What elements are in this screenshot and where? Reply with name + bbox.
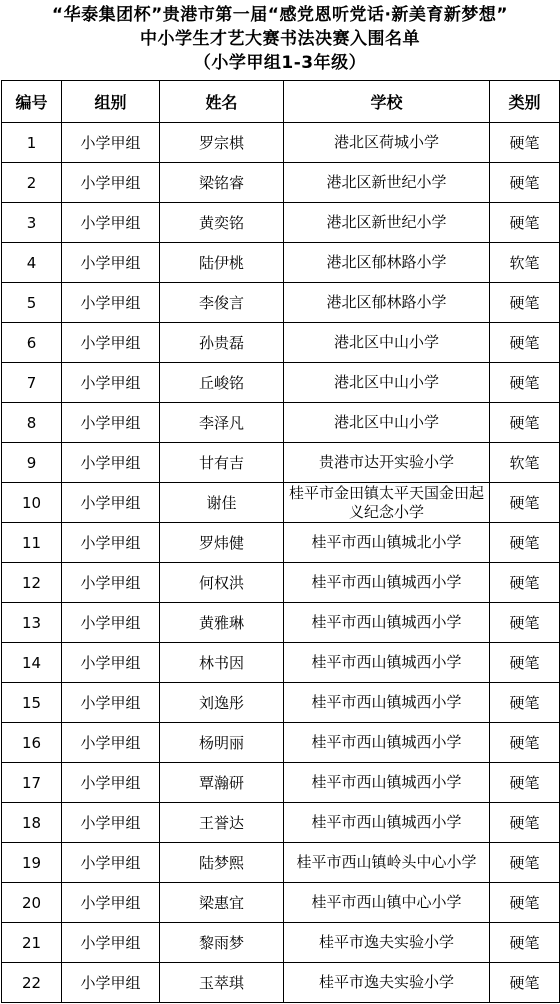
table-row — [2, 523, 560, 563]
cell-name: 杨明丽 — [160, 723, 284, 763]
header-school: 学校 — [284, 81, 490, 123]
cell-number: 21 — [2, 923, 62, 963]
table-row — [2, 803, 560, 843]
cell-school: 桂平市西山镇城西小学 — [284, 723, 490, 763]
cell-number: 6 — [2, 323, 62, 363]
cell-number: 20 — [2, 883, 62, 923]
cell-number: 14 — [2, 643, 62, 683]
cell-category: 硬笔 — [490, 163, 560, 203]
cell-category: 硬笔 — [490, 723, 560, 763]
finalist-table — [1, 80, 560, 1003]
cell-number: 16 — [2, 723, 62, 763]
table-row — [2, 603, 560, 643]
cell-group: 小学甲组 — [62, 763, 160, 803]
cell-name: 陆伊桃 — [160, 243, 284, 283]
table-row — [2, 363, 560, 403]
cell-number: 18 — [2, 803, 62, 843]
cell-number: 3 — [2, 203, 62, 243]
cell-school: 港北区新世纪小学 — [284, 163, 490, 203]
table-row — [2, 203, 560, 243]
cell-category: 软笔 — [490, 443, 560, 483]
cell-category: 硬笔 — [490, 123, 560, 163]
table-row — [2, 883, 560, 923]
cell-group: 小学甲组 — [62, 723, 160, 763]
cell-name: 林书因 — [160, 643, 284, 683]
cell-name: 王誉达 — [160, 803, 284, 843]
cell-school: 港北区郁林路小学 — [284, 283, 490, 323]
cell-category: 硬笔 — [490, 803, 560, 843]
cell-category: 硬笔 — [490, 603, 560, 643]
cell-group: 小学甲组 — [62, 803, 160, 843]
title-line-2: 中小学生才艺大赛书法决赛入围名单 — [140, 29, 420, 49]
cell-number: 13 — [2, 603, 62, 643]
cell-category: 硬笔 — [490, 483, 560, 523]
cell-category: 硬笔 — [490, 683, 560, 723]
cell-school: 桂平市西山镇城西小学 — [284, 763, 490, 803]
table-row — [2, 923, 560, 963]
cell-number: 4 — [2, 243, 62, 283]
cell-school: 桂平市金田镇太平天国金田起义纪念小学 — [284, 483, 490, 523]
cell-school: 桂平市西山镇岭头中心小学 — [284, 843, 490, 883]
table-row — [2, 243, 560, 283]
cell-school: 港北区郁林路小学 — [284, 243, 490, 283]
cell-group: 小学甲组 — [62, 403, 160, 443]
cell-number: 9 — [2, 443, 62, 483]
cell-group: 小学甲组 — [62, 323, 160, 363]
cell-school: 桂平市逸夫实验小学 — [284, 923, 490, 963]
cell-category: 硬笔 — [490, 843, 560, 883]
cell-category: 硬笔 — [490, 403, 560, 443]
cell-category: 软笔 — [490, 243, 560, 283]
cell-group: 小学甲组 — [62, 603, 160, 643]
table-row — [2, 563, 560, 603]
cell-name: 梁铭睿 — [160, 163, 284, 203]
cell-group: 小学甲组 — [62, 243, 160, 283]
cell-group: 小学甲组 — [62, 963, 160, 1003]
cell-number: 22 — [2, 963, 62, 1003]
cell-name: 丘峻铭 — [160, 363, 284, 403]
cell-school: 桂平市西山镇城西小学 — [284, 803, 490, 843]
table-row — [2, 683, 560, 723]
cell-category: 硬笔 — [490, 763, 560, 803]
cell-number: 17 — [2, 763, 62, 803]
cell-group: 小学甲组 — [62, 203, 160, 243]
cell-group: 小学甲组 — [62, 283, 160, 323]
table-header-row — [2, 81, 560, 123]
cell-group: 小学甲组 — [62, 483, 160, 523]
cell-group: 小学甲组 — [62, 883, 160, 923]
cell-group: 小学甲组 — [62, 643, 160, 683]
cell-group: 小学甲组 — [62, 443, 160, 483]
cell-name: 孙贵磊 — [160, 323, 284, 363]
table-row — [2, 403, 560, 443]
table-row — [2, 723, 560, 763]
cell-group: 小学甲组 — [62, 363, 160, 403]
cell-category: 硬笔 — [490, 563, 560, 603]
cell-name: 黄奕铭 — [160, 203, 284, 243]
document-header — [0, 0, 560, 80]
cell-number: 15 — [2, 683, 62, 723]
cell-name: 玉萃琪 — [160, 963, 284, 1003]
table-row — [2, 283, 560, 323]
cell-school: 港北区中山小学 — [284, 323, 490, 363]
table-row — [2, 643, 560, 683]
cell-name: 甘有吉 — [160, 443, 284, 483]
table-row — [2, 163, 560, 203]
cell-group: 小学甲组 — [62, 843, 160, 883]
cell-name: 何权洪 — [160, 563, 284, 603]
cell-group: 小学甲组 — [62, 923, 160, 963]
cell-name: 李俊言 — [160, 283, 284, 323]
table-row — [2, 483, 560, 523]
cell-group: 小学甲组 — [62, 563, 160, 603]
cell-number: 12 — [2, 563, 62, 603]
cell-category: 硬笔 — [490, 963, 560, 1003]
cell-category: 硬笔 — [490, 523, 560, 563]
table-row — [2, 443, 560, 483]
cell-group: 小学甲组 — [62, 683, 160, 723]
cell-group: 小学甲组 — [62, 123, 160, 163]
cell-school: 桂平市西山镇中心小学 — [284, 883, 490, 923]
cell-school: 贵港市达开实验小学 — [284, 443, 490, 483]
cell-number: 11 — [2, 523, 62, 563]
cell-name: 黎雨梦 — [160, 923, 284, 963]
cell-name: 覃瀚研 — [160, 763, 284, 803]
cell-school: 港北区荷城小学 — [284, 123, 490, 163]
cell-category: 硬笔 — [490, 923, 560, 963]
cell-school: 港北区新世纪小学 — [284, 203, 490, 243]
cell-name: 罗炜健 — [160, 523, 284, 563]
cell-name: 刘逸彤 — [160, 683, 284, 723]
cell-school: 桂平市西山镇城西小学 — [284, 643, 490, 683]
cell-number: 7 — [2, 363, 62, 403]
table-row — [2, 843, 560, 883]
cell-group: 小学甲组 — [62, 163, 160, 203]
header-category: 类别 — [490, 81, 560, 123]
cell-school: 港北区中山小学 — [284, 363, 490, 403]
cell-number: 1 — [2, 123, 62, 163]
cell-school: 桂平市西山镇城西小学 — [284, 683, 490, 723]
cell-category: 硬笔 — [490, 323, 560, 363]
table-row — [2, 763, 560, 803]
cell-school: 桂平市西山镇城西小学 — [284, 603, 490, 643]
table-row — [2, 123, 560, 163]
header-number: 编号 — [2, 81, 62, 123]
header-name: 姓名 — [160, 81, 284, 123]
cell-number: 5 — [2, 283, 62, 323]
cell-category: 硬笔 — [490, 883, 560, 923]
cell-number: 10 — [2, 483, 62, 523]
cell-name: 黄雅琳 — [160, 603, 284, 643]
cell-name: 陆梦熙 — [160, 843, 284, 883]
cell-school: 桂平市逸夫实验小学 — [284, 963, 490, 1003]
table-row — [2, 963, 560, 1003]
cell-category: 硬笔 — [490, 203, 560, 243]
cell-number: 8 — [2, 403, 62, 443]
cell-group: 小学甲组 — [62, 523, 160, 563]
cell-category: 硬笔 — [490, 643, 560, 683]
cell-name: 李泽凡 — [160, 403, 284, 443]
cell-category: 硬笔 — [490, 283, 560, 323]
cell-school: 港北区中山小学 — [284, 403, 490, 443]
cell-name: 梁惠宜 — [160, 883, 284, 923]
title-line-3: （小学甲组1-3年级） — [193, 53, 367, 73]
cell-school: 桂平市西山镇城西小学 — [284, 563, 490, 603]
cell-category: 硬笔 — [490, 363, 560, 403]
header-group: 组别 — [62, 81, 160, 123]
title-line-1: “华泰集团杯”贵港市第一届“感党恩听党话·新美育新梦想” — [51, 5, 509, 25]
cell-number: 19 — [2, 843, 62, 883]
cell-school: 桂平市西山镇城北小学 — [284, 523, 490, 563]
table-body — [2, 123, 560, 1003]
cell-number: 2 — [2, 163, 62, 203]
table-row — [2, 323, 560, 363]
cell-name: 罗宗棋 — [160, 123, 284, 163]
cell-name: 谢佳 — [160, 483, 284, 523]
